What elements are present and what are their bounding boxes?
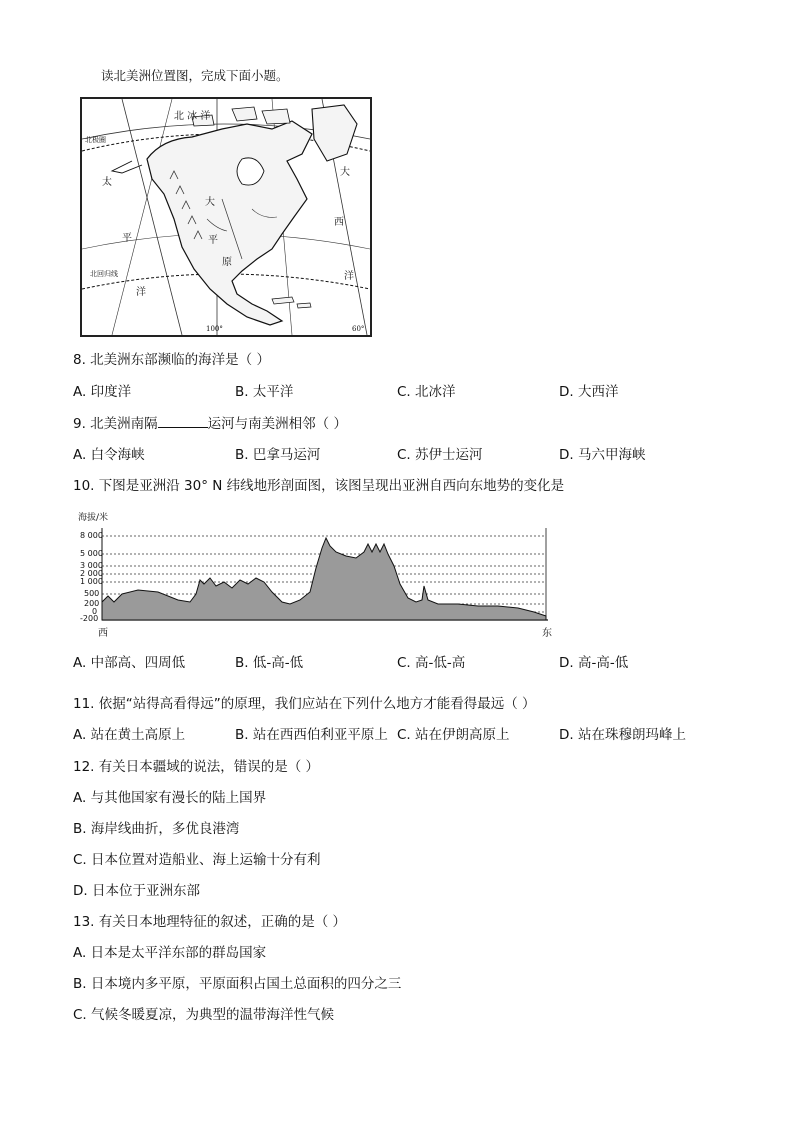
atlantic-label-2: 西 [334,217,344,228]
plain-label-2: 原 [222,257,232,268]
tick-5000: 5 000 [80,549,103,558]
q9-blank [158,415,208,428]
west-label: 西 [98,628,108,639]
plain-label: 平 [208,235,218,246]
q10-option-b: B. 低-高-低 [235,655,304,671]
tick-500: 500 [84,589,100,598]
pacific-label-3: 洋 [136,287,146,298]
tick-200: 200 [84,599,100,608]
arctic-circle-label: 北极圈 [85,136,106,144]
q12-option-d: D. 日本位于亚洲东部 [73,883,200,899]
q12-option-c: C. 日本位置对造船业、海上运输十分有利 [73,852,321,868]
arctic-ocean-label: 北 冰 洋 [174,111,211,122]
question-11-stem: 11. 依据“站得高看得远”的原理，我们应站在下列什么地方才能看得最远（ ） [73,696,536,712]
question-10-stem: 10. 下图是亚洲沿 30° N 纬线地形剖面图，该图呈现出亚洲自西向东地势的变化是 [73,478,565,494]
terrain-profile [78,508,558,638]
q8-option-a: A. 印度洋 [73,384,132,400]
q9-option-a: A. 白令海峡 [73,447,145,463]
tick-1000: 1 000 [80,577,103,586]
tick-neg200: -200 [80,614,99,623]
continent-label: 大 [205,197,215,208]
tick-2000: 2 000 [80,569,103,578]
q9-stem-after: 运河与南美洲相邻（ ） [207,416,347,432]
q9-option-d: D. 马六甲海峡 [559,447,646,463]
q11-option-d: D. 站在珠穆朗玛峰上 [559,727,686,743]
profile-drawing [78,508,558,638]
q10-option-a: A. 中部高、四周低 [73,655,186,671]
tick-0: 0 [92,607,98,616]
q9-stem-before: 9. 北美洲南隔 [73,416,158,432]
question-9-stem [73,412,347,432]
question-13-stem: 13. 有关日本地理特征的叙述，正确的是（ ） [73,914,347,930]
question-12-stem: 12. 有关日本疆域的说法，错误的是（ ） [73,759,320,775]
tick-3000: 3 000 [80,561,103,570]
atlantic-label-1: 大 [340,167,350,178]
profile-ylabel: 海拔/米 [78,513,109,523]
lon-100-label: 100° [206,325,223,333]
q13-option-a: A. 日本是太平洋东部的群岛国家 [73,945,267,961]
q10-option-c: C. 高-低-高 [397,655,466,671]
q13-option-b: B. 日本境内多平原，平原面积占国土总面积的四分之三 [73,976,402,992]
q11-option-c: C. 站在伊朗高原上 [397,727,510,743]
q12-option-b: B. 海岸线曲折，多优良港湾 [73,821,240,837]
q10-option-d: D. 高-高-低 [559,655,629,671]
q13-option-c: C. 气候冬暖夏凉，为典型的温带海洋性气候 [73,1007,335,1023]
intro-text: 读北美洲位置图，完成下面小题。 [101,68,289,83]
q12-option-a: A. 与其他国家有漫长的陆上国界 [73,790,267,806]
atlantic-label-3: 洋 [344,271,354,282]
pacific-label-2: 平 [122,233,132,244]
tropic-label: 北回归线 [90,270,118,278]
question-8-stem: 8. 北美洲东部濒临的海洋是（ ） [73,352,270,368]
q11-option-a: A. 站在黄土高原上 [73,727,186,743]
q9-option-b: B. 巴拿马运河 [235,447,321,463]
north-america-map [80,97,372,337]
q8-option-d: D. 大西洋 [559,384,619,400]
pacific-label-1: 太 [102,177,112,188]
map-drawing [82,99,370,335]
lon-60-label: 60° [352,325,365,333]
q11-option-b: B. 站在西西伯利亚平原上 [235,727,388,743]
q8-option-c: C. 北冰洋 [397,384,456,400]
tick-8000: 8 000 [80,531,103,540]
q9-option-c: C. 苏伊士运河 [397,447,483,463]
east-label: 东 [542,628,552,639]
q8-option-b: B. 太平洋 [235,384,294,400]
